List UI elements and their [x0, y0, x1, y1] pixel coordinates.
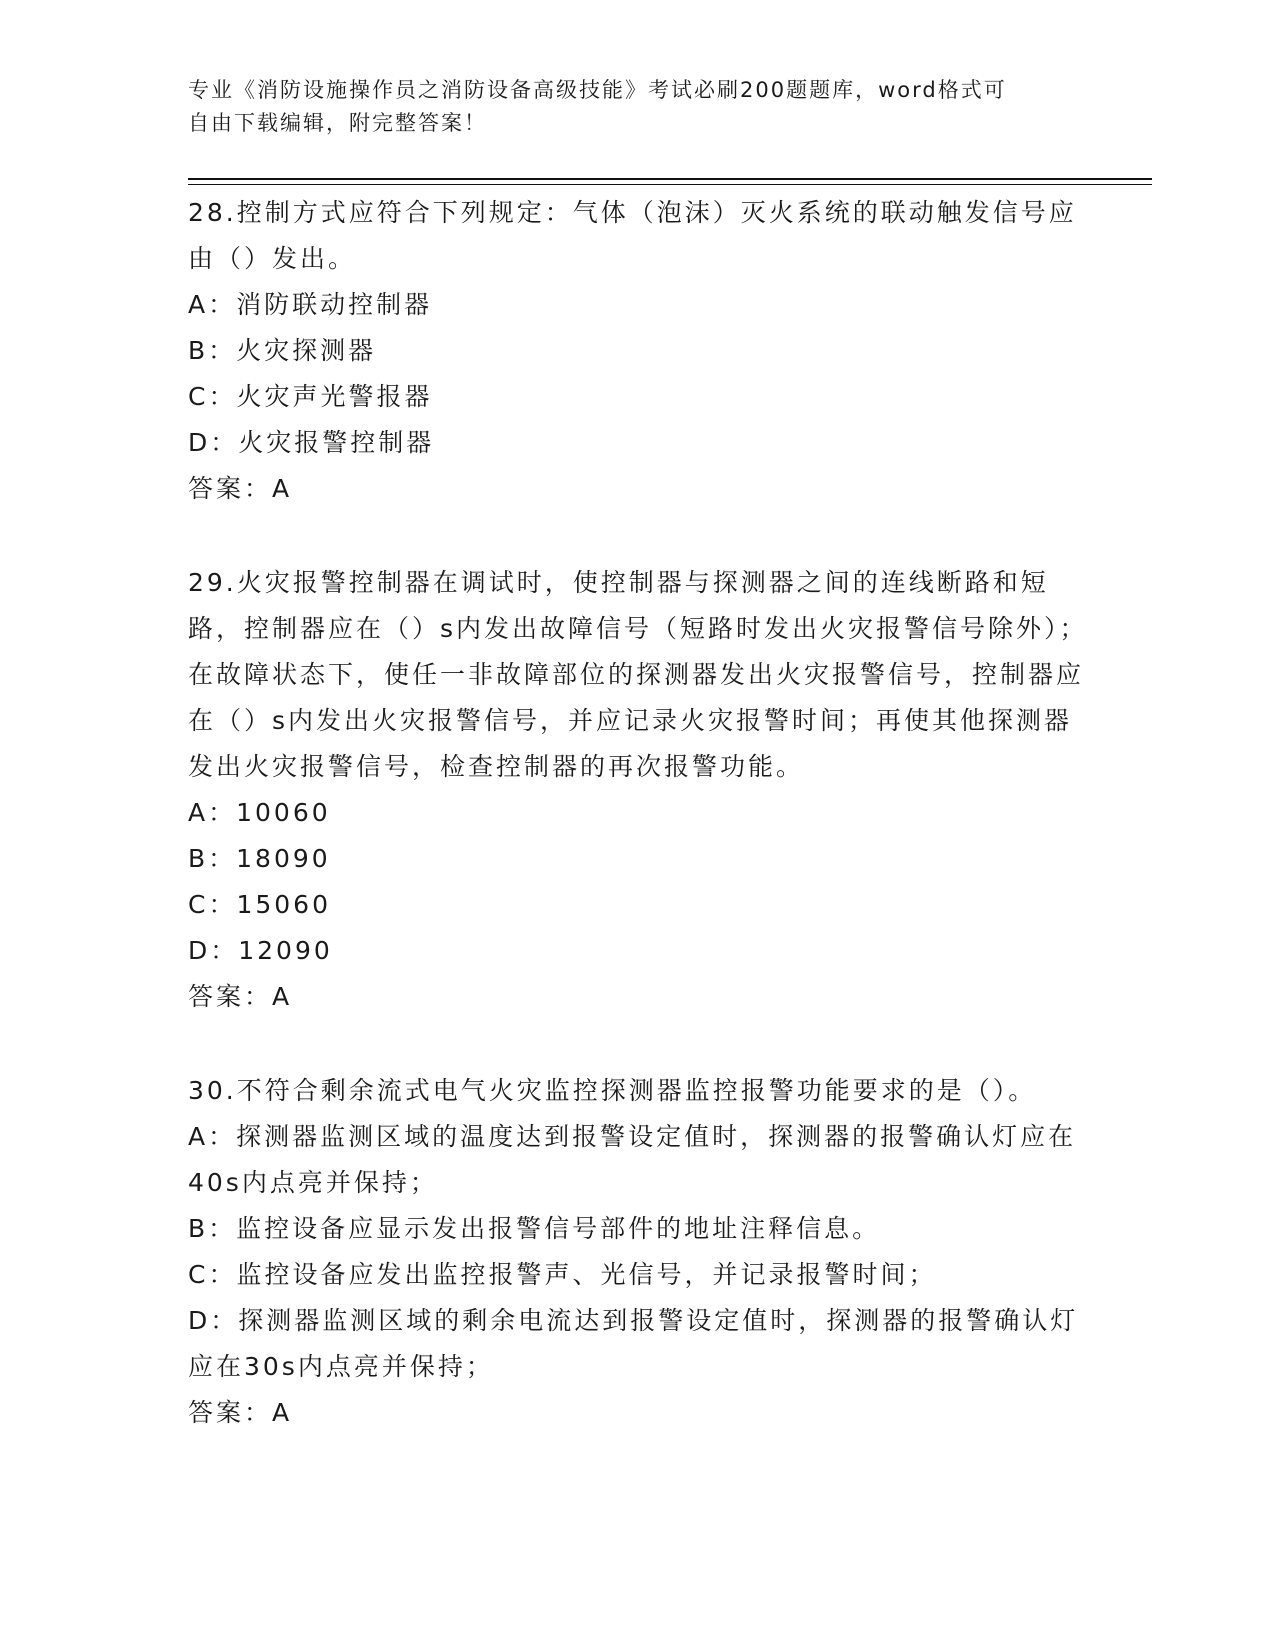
answer: 答案：A [188, 982, 293, 1011]
document-header [188, 74, 1088, 140]
question-29 [188, 560, 1088, 1020]
option-d: D：火灾报警控制器 [188, 428, 435, 457]
option-a: A：消防联动控制器 [188, 290, 433, 319]
answer: 答案：A [188, 474, 293, 503]
option-a: A：10060 [188, 798, 331, 827]
option-c: C：监控设备应发出监控报警声、光信号，并记录报警时间； [188, 1260, 937, 1289]
option-c: C：火灾声光警报器 [188, 382, 433, 411]
option-b: B：火灾探测器 [188, 336, 377, 365]
question-30 [188, 1068, 1088, 1436]
option-a: A：探测器监测区域的温度达到报警设定值时，探测器的报警确认灯应在40s内点亮并保持； [188, 1122, 1077, 1197]
answer: 答案：A [188, 1398, 293, 1427]
option-b: B：18090 [188, 844, 331, 873]
question-list [188, 190, 1088, 1484]
option-d: D：12090 [188, 936, 333, 965]
question-text: 29.火灾报警控制器在调试时，使控制器与探测器之间的连线断路和短路，控制器应在（）s内发出故障信号（短路时发出火灾报警信号除外）；在故障状态下，使任一非故障部位的探测器发出火灾报警信号，控制器应在（）s内发出火灾报警信号，并应记录火灾报警时间；再使其他探测器发出火灾报警信号，检查控制器的再次报警功能。 [188, 568, 1088, 781]
question-text: 30.不符合剩余流式电气火灾监控探测器监控报警功能要求的是（）。 [188, 1076, 1037, 1105]
question-text: 28.控制方式应符合下列规定：气体（泡沫）灭火系统的联动触发信号应由（）发出。 [188, 198, 1077, 273]
header-line-2: 自由下载编辑，附完整答案！ [188, 111, 487, 135]
header-rule-thin [188, 184, 1152, 185]
header-rule-thick [188, 178, 1152, 180]
header-line-1: 专业《消防设施操作员之消防设备高级技能》考试必刷200题题库，word格式可 [188, 78, 1007, 102]
option-b: B：监控设备应显示发出报警信号部件的地址注释信息。 [188, 1214, 881, 1243]
option-c: C：15060 [188, 890, 331, 919]
option-d: D：探测器监测区域的剩余电流达到报警设定值时，探测器的报警确认灯应在30s内点亮并保持； [188, 1306, 1079, 1381]
question-28 [188, 190, 1088, 512]
